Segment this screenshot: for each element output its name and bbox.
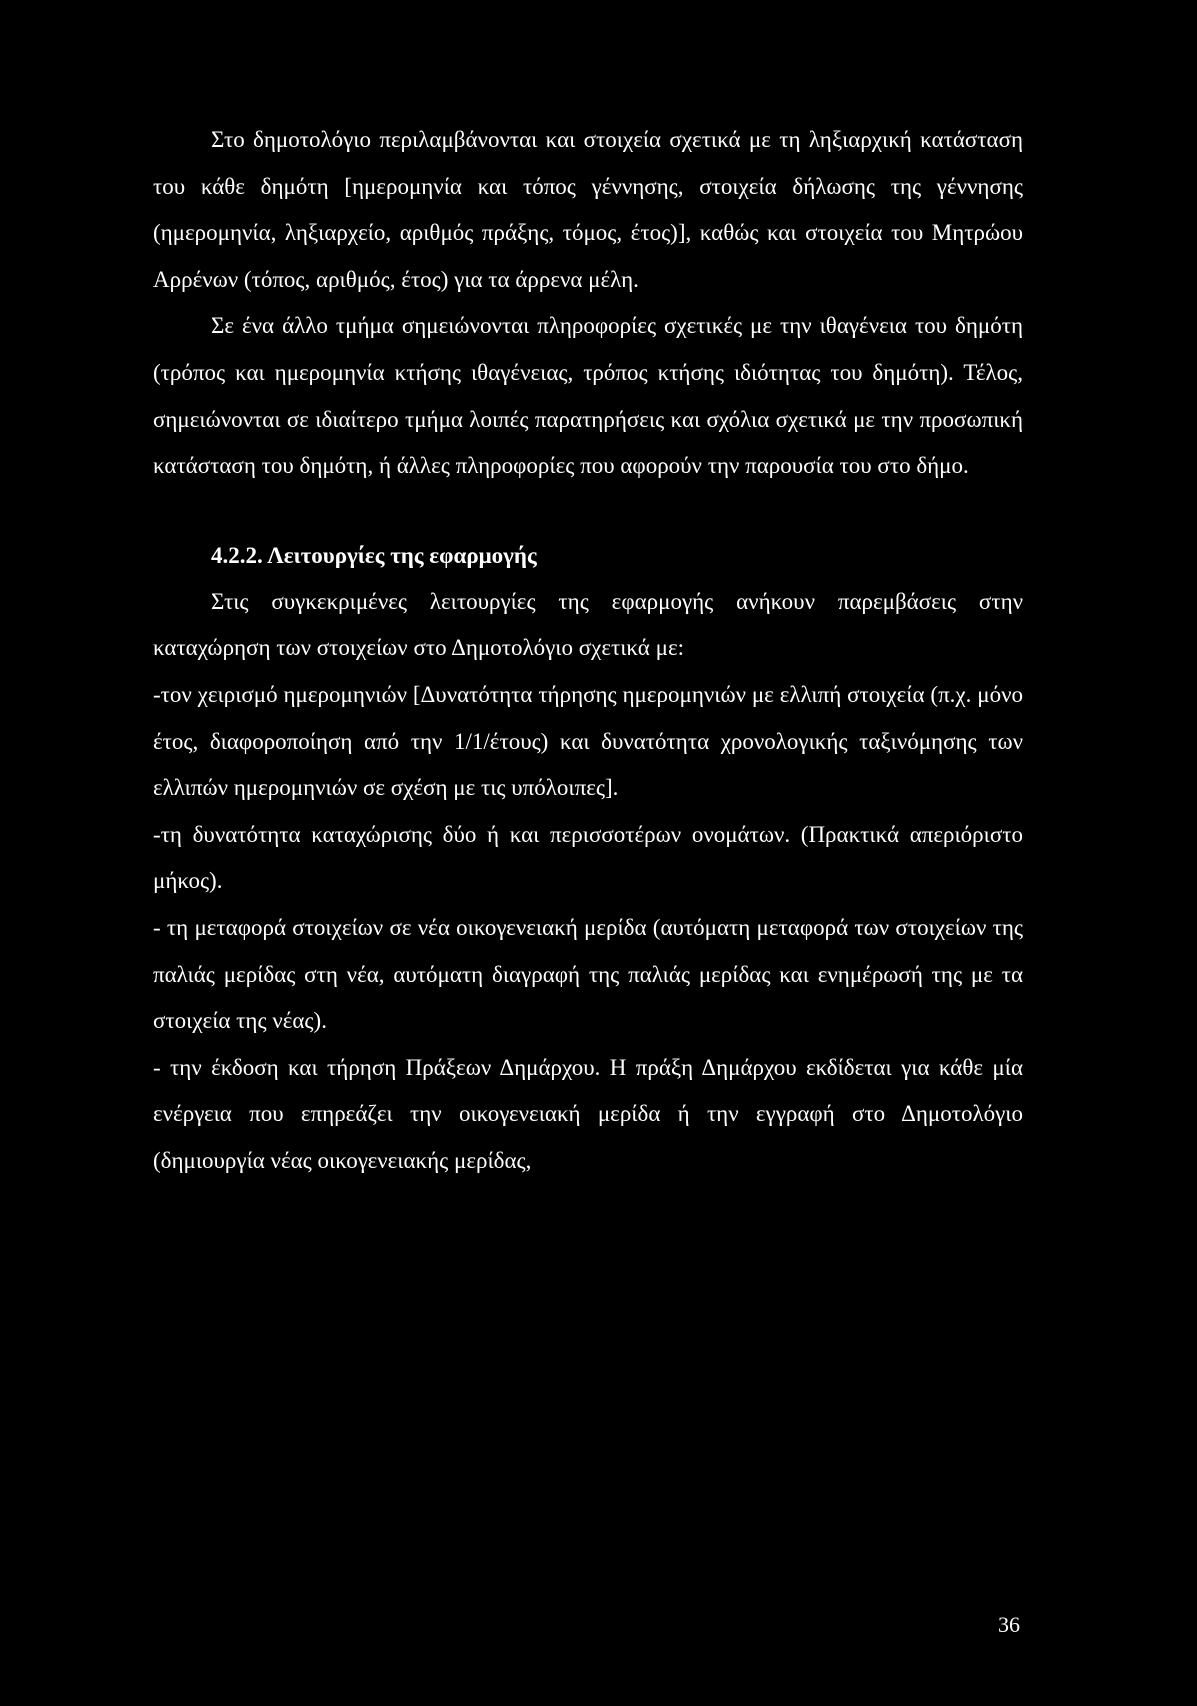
paragraph-citizenship: Σε ένα άλλο τμήμα σημειώνονται πληροφορίες σχετικές με την ιθαγένεια του δημότη (τρόπος και ημερομηνία κτήσης ιθαγένειας, τρόπος κτήσης ιδιότητας του δημότη). Τέλος, σημειώνονται σε ιδιαίτερο τμήμα λοιπές παρατηρήσεις και σχόλια σχετικά με την προσωπική κατάσταση του δημότη, ή άλλες πληροφορίες που αφορούν την παρουσία του στο δήμο.	[153, 313, 1023, 479]
document-page	[153, 117, 1023, 1184]
list-item-dates: -τον χειρισμό ημερομηνιών [Δυνατότητα τήρησης ημερομηνιών με ελλιπή στοιχεία (π.χ. μόνο έτος, διαφοροποίηση από την 1/1/έτους) και δυνατότητα χρονολογικής ταξινόμησης των ελλιπών ημερομηνιών σε σχέση με τις υπόλοιπες].	[153, 681, 1023, 801]
section-intro: Στις συγκεκριμένες λειτουργίες της εφαρμογής ανήκουν παρεμβάσεις στην καταχώρηση των στοιχείων στο Δημοτολόγιο σχετικά με:	[153, 588, 1023, 661]
paragraph-civil-status: Στο δημοτολόγιο περιλαμβάνονται και στοιχεία σχετικά με τη ληξιαρχική κατάσταση του κάθε δημότη [ημερομηνία και τόπος γέννησης, στοιχεία δήλωσης της γέννησης (ημερομηνία, ληξιαρχείο, αριθμός πράξης, τόμος, έτος)], καθώς και στοιχεία του Μητρώου Αρρένων (τόπος, αριθμός, έτος) για τα άρρενα μέλη.	[153, 127, 1023, 292]
list-item-mayor-acts: - την έκδοση και τήρηση Πράξεων Δημάρχου. Η πράξη Δημάρχου εκδίδεται για κάθε μία ενέργεια που επηρεάζει την οικογενειακή μερίδα ή την εγγραφή στο Δημοτολόγιο (δημιουργία νέας οικογενειακής μερίδας,	[153, 1054, 1023, 1173]
section-heading: 4.2.2. Λειτουργίες της εφαρμογής	[211, 542, 537, 568]
page-number: 36	[998, 1612, 1020, 1637]
list-item-names: -τη δυνατότητα καταχώρισης δύο ή και περισσοτέρων ονομάτων. (Πρακτικά απεριόριστο μήκος).	[153, 821, 1023, 894]
list-item-transfer: - τη μεταφορά στοιχείων σε νέα οικογενειακή μερίδα (αυτόματη μεταφορά των στοιχείων της παλιάς μερίδας στη νέα, αυτόματη διαγραφή της παλιάς μερίδας και ενημέρωσή της με τα στοιχεία της νέας).	[153, 914, 1023, 1034]
